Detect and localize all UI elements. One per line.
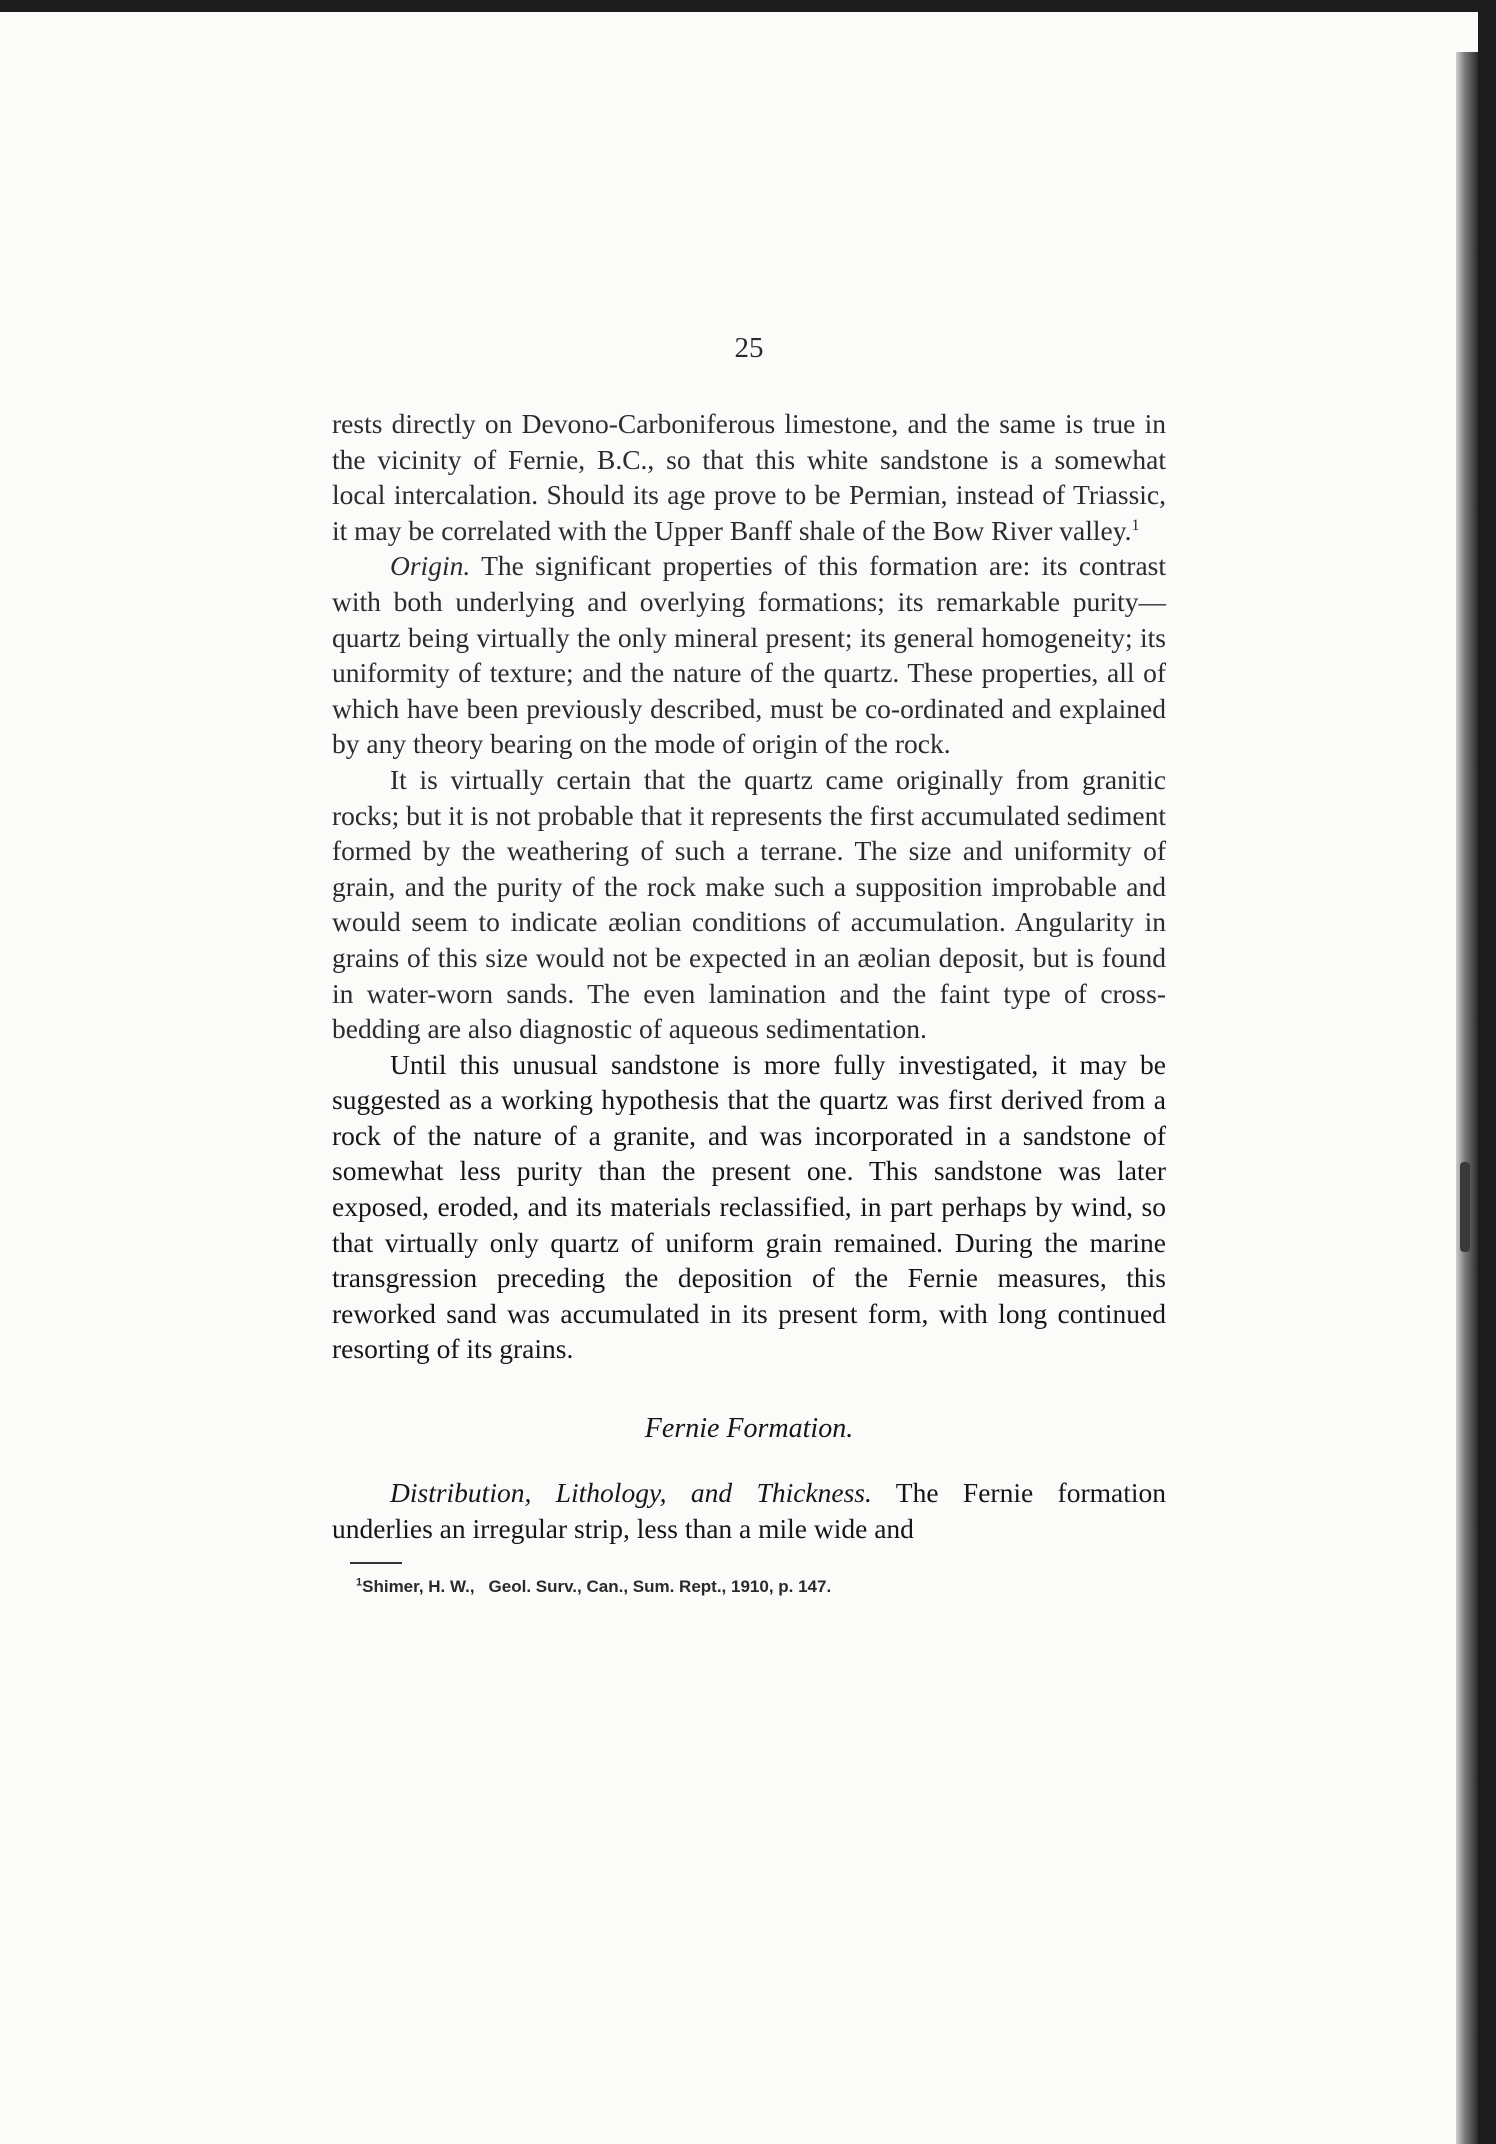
footnote-mark: 1 — [356, 1576, 363, 1589]
origin-lead: Origin. — [390, 550, 471, 582]
footnote-author: Shimer, H. W., — [362, 1577, 475, 1597]
binding-clip — [1460, 1162, 1470, 1252]
paragraph-4: Until this unusual sandstone is more fully investigated, it may be suggested as a working hypothesis that the quartz was first derived from a rock of the nature of a granite, and was incorporated in a sandstone of somewhat less purity than the present one. This sandstone was later exposed, eroded, and its materials reclassified, in part perhaps by wind, so that virtually only quartz of uniform grain remained. During the marine transgression preceding the deposition of the Fernie measures, this reworked sand was accumulated in its present form, with long continued resorting of its grains. — [332, 1048, 1166, 1365]
paragraph-distribution — [332, 1475, 1166, 1546]
paragraph-3: It is virtually certain that the quartz came originally from granitic rocks; but it is not probable that it represents the first accumulated sediment formed by the weathering of such a terrane. The size and uniformity of grain, and the purity of the rock make such a supposition improbable and would seem to indicate æolian conditions of accumulation. Angularity in grains of this size would not be expected in an æolian deposit, but is found in water-worn sands. The even lamination and the faint type of cross-bedding are also diagnostic of aqueous sedimentation. — [332, 763, 1166, 1045]
footnote-citation: Geol. Surv., Can., Sum. Rept., 1910, p. 147. — [488, 1577, 832, 1597]
paragraph-1-text: rests directly on Devono-Carboniferous limestone, and the same is true in the vicinity of Fernie, B.C., so that this white sandstone is a somewhat local intercalation. Should its age prove to be Permian, instead of Triassic, it may be correlated with the Upper Banff shale of the Bow River valley. — [332, 408, 1166, 546]
distribution-text: The Fernie formation underlies an irregular strip, less than a mile wide and — [332, 1477, 1166, 1544]
paragraph-origin — [332, 548, 1166, 762]
footnote — [356, 1576, 1166, 1598]
section-heading: Fernie Formation. — [644, 1413, 854, 1445]
distribution-lead: Distribution, Lithology, and Thickness. — [390, 1477, 872, 1509]
origin-text: The significant properties of this formation are: its contrast with both underlying and overlying formations; its remarkable purity—quartz being virtually the only mineral present; its general homogeneity; its uniformity of texture; and the nature of the quartz. These properties, all of which have been previously described, must be co-ordinated and explained by any theory bearing on the mode of origin of the rock. — [332, 550, 1166, 760]
text-block — [332, 330, 1166, 1598]
book-page — [0, 12, 1478, 2144]
footnote-rule — [350, 1562, 402, 1564]
book-page-edge — [1456, 52, 1478, 2144]
paragraph-1 — [332, 406, 1166, 548]
page-number: 25 — [734, 332, 764, 364]
footnote-reference: 1 — [1131, 516, 1140, 534]
